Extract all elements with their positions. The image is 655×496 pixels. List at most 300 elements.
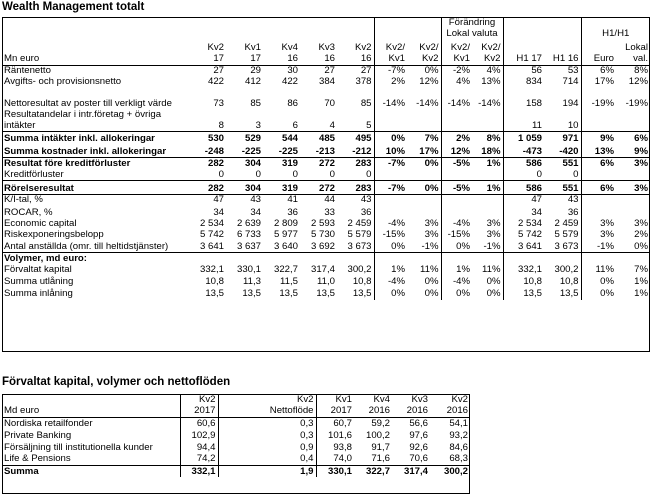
table-cell: 2% (441, 132, 472, 145)
table-cell: 5 730 (310, 229, 335, 240)
table-cell: 0 (292, 168, 298, 180)
header-unit: Mn euro (2, 53, 189, 65)
table-cell: 322,7 (273, 264, 298, 275)
table-cell (374, 195, 407, 206)
table-cell: 3 637 (236, 240, 261, 252)
column-header-top: Kv2 (218, 394, 316, 405)
table-cell: 13% (481, 75, 501, 87)
table-cell: 13,5 (205, 288, 224, 299)
row-label: ROCAR, % (4, 207, 53, 218)
column-header-top (581, 39, 616, 53)
table-cell: 5 977 (273, 229, 298, 240)
column-header-bottom: Kv2 (407, 53, 441, 65)
column-header-top: Kv1 (316, 394, 354, 405)
table-cell (407, 206, 441, 219)
table-cell: 30 (287, 64, 298, 76)
table-cell: -19% (625, 97, 648, 109)
row-label: Rörelseresultat (2, 181, 189, 195)
column-header-bottom: 2016 (354, 405, 392, 417)
table-cell: 93,8 (316, 441, 354, 453)
table-cell (581, 206, 616, 219)
table-cell: 283 (337, 181, 374, 195)
column-header-bottom: 16 (263, 53, 300, 65)
table-cell (374, 109, 407, 132)
table-cell: -420 (559, 145, 579, 157)
header-forandring: Förändring (441, 17, 503, 28)
table-cell: 11,0 (317, 276, 335, 287)
table-cell: 17% (581, 76, 616, 87)
column-header-bottom: Kv1 (441, 53, 472, 65)
table-cell: 3% (634, 218, 648, 229)
table-cell: -7% (374, 65, 407, 76)
table-cell: 44 (300, 195, 337, 206)
row-label: Resultatandelar i intr.företag + övriga intäkter (4, 109, 162, 131)
column-header-bottom: Nettoflöde (218, 405, 316, 417)
table-cell: 43 (544, 195, 581, 206)
column-header-bottom: 17 (226, 53, 263, 65)
table-cell: 5 742 (199, 229, 224, 240)
table-cell: 43 (226, 195, 263, 206)
table-cell: 10 (567, 119, 579, 131)
table-cell: 304 (226, 158, 263, 170)
table-cell: 12% (628, 75, 648, 87)
table-cell: 11,5 (280, 276, 298, 287)
table-cell: 86 (287, 97, 298, 109)
table-cell: 8% (472, 132, 503, 145)
row-label: Avgifts- och provisionsnetto (4, 75, 122, 87)
table-cell: 3 692 (310, 240, 335, 252)
row-label: Kreditförluster (4, 168, 64, 180)
row-label: Räntenetto (4, 64, 51, 76)
table-cell: 2 459 (347, 218, 372, 229)
section-title-forvaltat-kapital: Förvaltat kapital, volymer och nettoflöden (2, 376, 231, 388)
table-cell (472, 206, 503, 219)
table-cell: 13,5 (316, 288, 335, 299)
column-header-bottom: val. (616, 53, 650, 65)
table-cell: 0% (424, 276, 439, 287)
table-cell: 6 733 (236, 229, 261, 240)
table-cell: 13,5 (242, 288, 261, 299)
table-cell: 11% (482, 264, 501, 275)
row-label: Summa intäkter inkl. allokeringar (2, 132, 189, 145)
table-cell: -1% (581, 241, 616, 253)
table-cell: 322,7 (354, 465, 392, 477)
table-cell: 412 (244, 75, 261, 87)
table-cell (441, 195, 472, 206)
table-cell: 73 (213, 97, 224, 109)
table-cell: 85 (360, 97, 372, 109)
table-cell: 0% (441, 288, 472, 300)
table-cell: 0 (255, 168, 261, 180)
table-cell (581, 195, 616, 206)
row-label: Förvaltat kapital (4, 264, 72, 275)
row-label: Summa kostnader inkl. allokeringar (4, 145, 167, 157)
table-cell (616, 109, 650, 132)
table-row (2, 276, 650, 288)
table-cell: 5 (366, 119, 372, 131)
column-header-top (503, 39, 544, 53)
table-cell: -15% (441, 230, 472, 241)
table-cell: 378 (355, 75, 372, 87)
table-cell: 2 809 (273, 218, 298, 229)
table-row (2, 87, 650, 109)
column-header-bottom: Kv2 (472, 53, 503, 65)
header-blank (2, 39, 189, 53)
table-cell: 422 (281, 75, 298, 87)
table-cell: 0 (218, 168, 224, 180)
table-row (2, 170, 650, 181)
table-cell: -15% (374, 230, 407, 241)
column-header-bottom: 16 (300, 53, 337, 65)
table-cell: 0% (486, 276, 501, 287)
table-cell: 10% (374, 145, 407, 158)
table-cell: 11% (420, 264, 439, 275)
table-cell: 2 534 (503, 219, 544, 230)
table-cell: 3% (486, 218, 501, 229)
table-cell: 6 (292, 119, 298, 131)
table-row (2, 181, 650, 195)
table-cell: 2 593 (310, 218, 335, 229)
table-cell: 4% (486, 64, 501, 76)
table-cell: 282 (189, 181, 226, 195)
table-cell: 12% (419, 75, 439, 87)
table-cell: 60,7 (316, 417, 354, 429)
table-cell (407, 109, 441, 132)
table-cell: 53 (567, 64, 579, 76)
table-cell: 283 (337, 158, 374, 170)
table-cell: 11,3 (243, 276, 261, 287)
table-cell: 18% (481, 145, 501, 157)
row-label: Summa (2, 465, 180, 477)
table-cell: 10,8 (503, 276, 544, 288)
table-cell: 3% (424, 229, 439, 240)
table-cell: 272 (300, 158, 337, 170)
column-header-top: Kv2/ (481, 41, 501, 53)
table-cell: 4% (441, 76, 472, 87)
table-cell (616, 206, 650, 219)
table-cell: 485 (300, 132, 337, 145)
table-cell: 0% (374, 132, 407, 145)
column-header-bottom: 17 (189, 53, 226, 65)
table-cell (374, 253, 407, 265)
column-header-top: Kv2/ (419, 41, 439, 53)
table-cell: 13,5 (352, 288, 372, 299)
table-cell: 2 639 (236, 218, 261, 229)
table-cell: 0,3 (218, 429, 316, 441)
row-label: Summa utlåning (4, 276, 74, 287)
column-header-bottom: 2017 (180, 405, 218, 417)
row-label: Antal anställda (omr. till heltidstjänster) (4, 240, 169, 252)
table-cell: 3 641 (199, 240, 224, 252)
table-cell: 834 (503, 76, 544, 87)
table-cell: 971 (544, 132, 581, 145)
table-cell: 3% (424, 218, 439, 229)
table-cell: 3% (486, 229, 501, 240)
table-cell: -213 (315, 145, 335, 157)
table-cell: 551 (544, 158, 581, 170)
table-row (2, 109, 650, 132)
row-label: K/I-tal, % (2, 195, 189, 206)
table-cell: 586 (503, 181, 544, 195)
table-cell: 70 (324, 97, 335, 109)
table-cell: 0,9 (218, 441, 316, 453)
table-cell: 10,8 (205, 276, 224, 287)
column-header-bottom: Kv1 (374, 53, 407, 65)
table-cell: -7% (374, 181, 407, 195)
table-row (2, 265, 650, 276)
header-blank (2, 394, 180, 405)
table-cell: 7% (407, 132, 441, 145)
table-cell: 282 (189, 158, 226, 170)
table-cell: 12% (441, 145, 472, 158)
table-cell: 0% (374, 288, 407, 300)
table-cell: 0% (424, 288, 439, 299)
table-cell: 3 673 (347, 240, 372, 252)
table-cell: 332,1 (199, 264, 224, 275)
table-cell: 3% (581, 230, 616, 241)
wealth-management-table (2, 17, 650, 300)
table-cell (337, 253, 374, 265)
table-cell (407, 253, 441, 265)
table-cell: 586 (503, 158, 544, 170)
table-cell (544, 253, 581, 265)
table-cell (407, 195, 441, 206)
table-cell: -14% (478, 97, 501, 109)
table-cell: 1% (472, 181, 503, 195)
table-cell: 94,4 (180, 441, 218, 453)
table-row (2, 76, 650, 87)
column-header-top: Kv4 (373, 393, 390, 405)
table-cell: 11% (581, 265, 616, 276)
table-cell: 7% (634, 264, 648, 275)
table-cell: 158 (503, 87, 544, 109)
table-cell: 6% (581, 181, 616, 195)
table-cell: 3% (616, 158, 650, 170)
table-cell: 54,1 (449, 417, 468, 429)
table-cell: 3 640 (273, 240, 298, 252)
column-header-top: Kv2 (451, 393, 468, 405)
table-cell: 84,6 (449, 441, 468, 453)
table-cell: 319 (263, 158, 300, 170)
table-cell: 6% (616, 132, 650, 145)
table-cell: 300,2 (347, 264, 372, 275)
table-cell: 2 534 (199, 218, 224, 229)
table-cell: 1% (634, 288, 648, 299)
table-cell (581, 109, 616, 132)
table-cell (189, 253, 226, 265)
table-cell: 9% (634, 145, 648, 157)
table-cell: 10,8 (352, 276, 372, 287)
row-label: Försäljning till institutionella kunder (4, 441, 153, 453)
table-cell: 3 (255, 119, 261, 131)
table-row (2, 132, 650, 145)
table-cell: 10,8 (559, 276, 579, 287)
table-cell: 43 (337, 195, 374, 206)
table-cell: 5 579 (554, 229, 579, 240)
table-cell: 551 (544, 181, 581, 195)
header-h1-h1: H1/H1 (581, 28, 650, 39)
table-cell: 300,2 (430, 465, 470, 477)
table-row (2, 288, 650, 300)
table-cell: -7% (374, 158, 407, 170)
table-cell: 5 579 (347, 229, 372, 240)
table-row (2, 417, 470, 429)
table-cell: 0 (573, 168, 579, 180)
table-cell: 34 (213, 207, 224, 218)
table-cell: 71,6 (371, 453, 390, 464)
table-cell: 6% (581, 65, 616, 76)
table-cell: 1% (472, 158, 503, 170)
row-label: Life & Pensions (4, 453, 71, 464)
table-cell: -4% (441, 276, 472, 288)
table-cell (472, 170, 503, 181)
header-unit: Md euro (2, 405, 180, 417)
column-header-top: Kv2 (354, 41, 372, 53)
table-cell: 1,9 (218, 465, 316, 477)
table-cell: -4% (374, 276, 407, 288)
table-cell: 0% (634, 240, 648, 252)
table-cell: 74,0 (316, 453, 354, 465)
table-cell: 0% (374, 241, 407, 253)
table-cell: 3% (616, 181, 650, 195)
table-cell: 2 459 (554, 218, 579, 229)
table-cell: 1 059 (503, 132, 544, 145)
table-cell: 2% (634, 229, 648, 240)
table-cell: 97,6 (409, 429, 428, 441)
table-cell: 41 (263, 195, 300, 206)
table-cell: 8 (218, 119, 224, 131)
column-header-top: Kv2/ (441, 39, 472, 53)
table-cell: -225 (278, 145, 298, 157)
table-cell: 47 (503, 195, 544, 206)
column-header-bottom: H1 17 (503, 53, 544, 65)
table-cell: 29 (250, 64, 261, 76)
table-cell: 2% (374, 76, 407, 87)
table-cell: 317,4 (310, 264, 335, 275)
table-cell (472, 195, 503, 206)
table-cell: 0% (407, 181, 441, 195)
table-cell: 85 (250, 97, 261, 109)
table-cell: 102,9 (180, 429, 218, 441)
table-cell: 74,2 (180, 453, 218, 465)
table-cell: -4% (374, 219, 407, 230)
column-header-top: Kv3 (411, 393, 428, 405)
table-cell: -248 (204, 145, 224, 157)
table-cell: -19% (581, 87, 616, 109)
table-cell: 0 (366, 168, 372, 180)
table-cell: 0% (424, 64, 439, 76)
table-cell: 13,5 (559, 288, 579, 299)
table-row (2, 145, 650, 158)
table-cell: 11 (503, 109, 544, 132)
table-cell: -5% (441, 181, 472, 195)
table-cell: 36 (360, 207, 372, 218)
table-cell: 47 (189, 195, 226, 206)
column-header-top (544, 39, 581, 53)
table-cell: 3% (581, 219, 616, 230)
table-row (2, 219, 650, 230)
table-cell: 13% (581, 145, 616, 158)
section-title-wealth-management: Wealth Management totalt (2, 1, 145, 13)
table-row (2, 206, 650, 219)
table-cell: 330,1 (236, 264, 261, 275)
table-cell: 60,6 (180, 417, 218, 429)
table-cell: 6% (581, 158, 616, 170)
table-cell: 384 (318, 75, 335, 87)
table-cell (503, 253, 544, 265)
row-label: Economic capital (4, 218, 77, 229)
table-row (2, 158, 650, 170)
column-header-top: Kv2/ (374, 39, 407, 53)
table-cell: 495 (337, 132, 374, 145)
table-cell (441, 206, 472, 219)
table-cell: 529 (226, 132, 263, 145)
table-cell: 13,5 (279, 288, 298, 299)
table-cell (581, 253, 616, 265)
table-cell: 1% (634, 276, 648, 287)
table-cell: -5% (441, 158, 472, 170)
table-cell: 0,3 (218, 417, 316, 429)
table-cell: 319 (263, 181, 300, 195)
table-cell: 4 (329, 119, 335, 131)
table-cell: 34 (503, 206, 544, 219)
table-cell: 34 (250, 207, 261, 218)
table-cell (226, 253, 263, 265)
column-header-bottom: Euro (581, 53, 616, 65)
table-cell (616, 195, 650, 206)
row-label: Resultat före kreditförluster (2, 158, 189, 170)
table-cell (472, 253, 503, 265)
table-cell: -2% (441, 65, 472, 76)
table-cell (581, 170, 616, 181)
table-cell: 27 (360, 64, 372, 76)
table-cell: 1% (374, 265, 407, 276)
table-cell: 9% (581, 132, 616, 145)
table-cell: 56 (503, 65, 544, 76)
table-cell: 70,6 (409, 453, 428, 464)
table-row (2, 65, 650, 76)
table-cell: -4% (441, 219, 472, 230)
table-cell: 5 742 (503, 230, 544, 241)
table-cell: -14% (416, 97, 439, 109)
table-cell: 544 (263, 132, 300, 145)
table-cell: 8% (634, 64, 648, 76)
column-header-bottom: 16 (337, 53, 374, 65)
column-header-top: Lokal (625, 41, 648, 53)
table-cell: 59,2 (371, 417, 390, 429)
table-cell (616, 170, 650, 181)
table-cell (472, 109, 503, 132)
column-header-top: Kv3 (318, 41, 335, 53)
column-header-top: Kv2 (207, 41, 224, 53)
table-cell: 13,5 (503, 288, 544, 300)
table-row (2, 253, 650, 265)
table-cell: 68,3 (449, 453, 468, 464)
table-cell: 36 (287, 207, 298, 218)
table-row (2, 230, 650, 241)
table-cell: 714 (562, 75, 579, 87)
row-label: Private Banking (4, 429, 72, 441)
table-row (2, 441, 470, 453)
row-label: Riskexponeringsbelopp (4, 229, 104, 240)
column-header-top: Kv1 (244, 41, 261, 53)
table-cell (374, 170, 407, 181)
table-cell: -1% (421, 240, 439, 252)
table-cell: 101,6 (316, 429, 354, 441)
table-cell: 272 (300, 181, 337, 195)
column-header-bottom: H1 16 (544, 53, 581, 65)
table-cell (300, 253, 337, 265)
